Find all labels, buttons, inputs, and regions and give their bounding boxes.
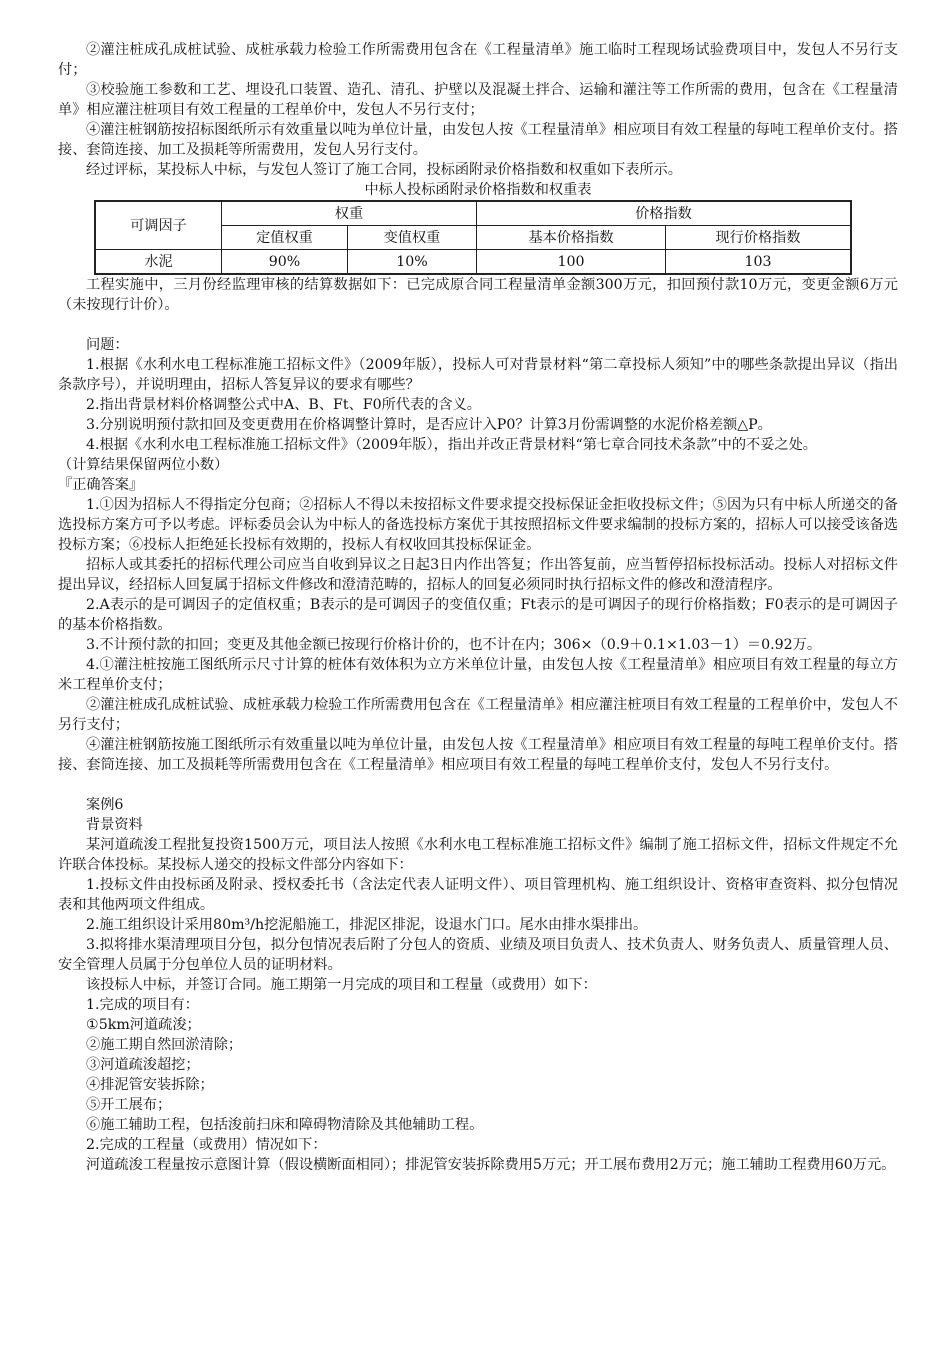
question-item: 1.根据《水利水电工程标准施工招标文件》（2009年版），投标人可对背景材料“第二章投标人须知”中的哪些条款提出异议（指出条款序号），并说明理由，招标人答复异议的要求有哪些？ bbox=[58, 357, 898, 393]
case6-paragraph: 某河道疏浚工程批复投资1500万元，项目法人按照《水利水电工程标准施工招标文件》编制了施工招标文件，招标文件规定不允许联合体投标。某投标人递交的投标文件部分内容如下： bbox=[58, 837, 898, 873]
header-base-index: 基本价格指数 bbox=[477, 226, 666, 250]
case6-background-title: 背景资料 bbox=[86, 817, 143, 833]
answer-item: 3.不计预付款的扣回；变更及其他金额已按现行价格计价的，也不计在内；306×（0.9＋0.1×1.03－1）＝0.92万。 bbox=[86, 637, 822, 653]
document-page bbox=[58, 40, 898, 1175]
case6-paragraph: 2.完成的工程量（或费用）情况如下： bbox=[86, 1137, 327, 1153]
implementation-paragraph: 工程实施中，三月份经监理审核的结算数据如下：已完成原合同工程量清单金额300万元，扣回预付款10万元，变更金额6万元（未按现行计价）。 bbox=[58, 277, 898, 313]
question-item: 4.根据《水利水电工程标准施工招标文件》（2009年版），指出并改正背景材料“第七章合同技术条款”中的不妥之处。 bbox=[86, 437, 817, 453]
table-caption: 中标人投标函附录价格指数和权重表 bbox=[364, 182, 592, 198]
case6-list-item: ④排泥管安装拆除； bbox=[86, 1077, 214, 1093]
question-item: 3.分别说明预付款扣回及变更费用在价格调整计算时，是否应计入P0？计算3月份需调整的水泥价格差额△P。 bbox=[86, 417, 772, 433]
cell-fixed: 90% bbox=[222, 250, 348, 275]
case6-paragraph: 2.施工组织设计采用80m³/h挖泥船施工，排泥区排泥，设退水门口。尾水由排水渠排出。 bbox=[86, 917, 648, 933]
case6-list-item: ②施工期自然回淤清除； bbox=[86, 1037, 243, 1053]
header-current-index: 现行价格指数 bbox=[666, 226, 852, 250]
header-weight: 权重 bbox=[222, 201, 477, 226]
answer-item: 招标人或其委托的招标代理公司应当自收到异议之日起3日内作出答复；作出答复前，应当暂停招标投标活动。投标人对招标文件提出异议，经招标人回复属于招标文件修改和澄清范畴的，招标人的回复必须同时执行招标文件的修改和澄清程序。 bbox=[58, 557, 898, 593]
answer-item: 1.①因为招标人不得指定分包商；②招标人不得以未按招标文件要求提交投标保证金拒收投标文件；⑤因为只有中标人所递交的备选投标方案方可予以考虑。评标委员会认为中标人的备选投标方案优于其按照招标文件要求编制的投标方案的，招标人可以接受该备选投标方案；⑥投标人拒绝延长投标有效期的，投标人有权收回其投标保证金。 bbox=[58, 497, 898, 553]
answer-title: 『正确答案』 bbox=[58, 477, 144, 493]
header-index: 价格指数 bbox=[477, 201, 852, 226]
answer-item: 2.A表示的是可调因子的定值权重；B表示的是可调因子的变值仅重；Ft表示的是可调因子的现行价格指数；F0表示的是可调因子的基本价格指数。 bbox=[58, 597, 898, 633]
case6-list-item: ③河道疏浚超挖； bbox=[86, 1057, 200, 1073]
case6-paragraph: 3.拟将排水渠清理项目分包，拟分包情况表后附了分包人的资质、业绩及项目负责人、技术负责人、财务负责人、质量管理人员、安全管理人员属于分包单位人员的证明材料。 bbox=[58, 937, 898, 973]
intro-paragraph: ③校验施工参数和工艺、埋设孔口装置、造孔、清孔、护壁以及混凝土拌合、运输和灌注等工作所需的费用，包含在《工程量清单》相应灌注桩项目有效工程量的工程单价中，发包人不另行支付； bbox=[58, 82, 898, 118]
table-row bbox=[95, 250, 851, 275]
case6-list-item: ⑤开工展布； bbox=[86, 1097, 172, 1113]
case6-paragraph: 1.完成的项目有： bbox=[86, 997, 199, 1013]
intro-paragraph: 经过评标，某投标人中标，与发包人签订了施工合同，投标函附录价格指数和权重如下表所示。 bbox=[86, 162, 682, 178]
header-variable-weight: 变值权重 bbox=[348, 226, 477, 250]
cell-base: 100 bbox=[477, 250, 666, 275]
answer-item: ②灌注桩成孔成桩试验、成桩承载力检验工作所需费用包含在《工程量清单》相应灌注桩项目有效工程量的工程单价中，发包人不另行支付； bbox=[58, 697, 898, 733]
case6-paragraph: 1.投标文件由投标函及附录、授权委托书（含法定代表人证明文件）、项目管理机构、施工组织设计、资格审查资料、拟分包情况表和其他两项文件组成。 bbox=[58, 877, 898, 913]
answer-item: ④灌注桩钢筋按施工图纸所示有效重量以吨为单位计量，由发包人按《工程量清单》相应项目有效工程量的每吨工程单价支付。搭接、套筒连接、加工及损耗等所需费用包含在《工程量清单》相应项目有效工程量的每吨工程单价支付，发包人不另行支付。 bbox=[58, 737, 898, 773]
questions-title: 问题： bbox=[86, 337, 129, 353]
case6-list-item: ⑥施工辅助工程，包括浚前扫床和障碍物清除及其他辅助工程。 bbox=[86, 1117, 484, 1133]
intro-paragraph: ②灌注桩成孔成桩试验、成桩承载力检验工作所需费用包含在《工程量清单》施工临时工程现场试验费项目中，发包人不另行支付； bbox=[58, 42, 898, 78]
calc-note: （计算结果保留两位小数） bbox=[58, 457, 229, 473]
case6-list-item: ①5km河道疏浚； bbox=[86, 1017, 201, 1033]
cell-current: 103 bbox=[666, 250, 852, 275]
case6-paragraph: 该投标人中标，并签订合同。施工期第一月完成的项目和工程量（或费用）如下： bbox=[86, 977, 597, 993]
answer-item: 4.①灌注桩按施工图纸所示尺寸计算的桩体有效体积为立方米单位计量，由发包人按《工程量清单》相应项目有效工程量的每立方米工程单价支付； bbox=[58, 657, 898, 693]
case6-title: 案例6 bbox=[86, 797, 124, 813]
header-factor: 可调因子 bbox=[95, 201, 222, 250]
header-fixed-weight: 定值权重 bbox=[222, 226, 348, 250]
intro-paragraph: ④灌注桩钢筋按招标图纸所示有效重量以吨为单位计量，由发包人按《工程量清单》相应项目有效工程量的每吨工程单价支付。搭接、套筒连接、加工及损耗等所需费用，发包人另行支付。 bbox=[58, 122, 898, 158]
question-item: 2.指出背景材料价格调整公式中A、B、Ft、F0所代表的含义。 bbox=[86, 397, 481, 413]
cell-variable: 10% bbox=[348, 250, 477, 275]
case6-paragraph: 河道疏浚工程量按示意图计算（假设横断面相同）；排泥管安装拆除费用5万元；开工展布费用2万元；施工辅助工程费用60万元。 bbox=[86, 1157, 896, 1173]
weights-table bbox=[94, 200, 852, 275]
cell-factor: 水泥 bbox=[95, 250, 222, 275]
